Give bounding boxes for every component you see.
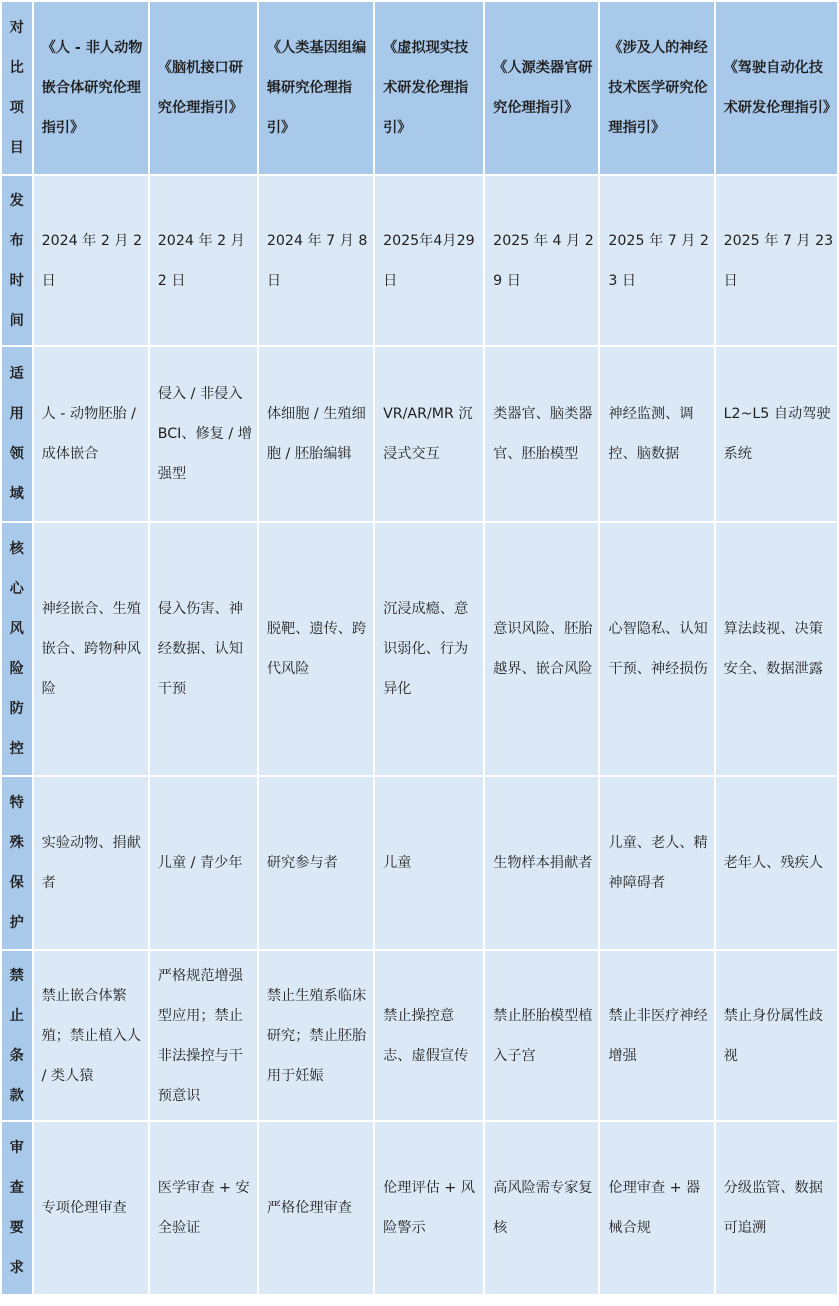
- table-cell: 生物样本捐献者: [485, 777, 598, 949]
- table-cell: 专项伦理审查: [34, 1122, 148, 1294]
- row-label: 发布时间: [2, 176, 32, 345]
- table-cell: L2~L5 自动驾驶系统: [716, 347, 837, 521]
- table-cell: 禁止非医疗神经增强: [600, 951, 713, 1120]
- table-cell: 侵入 / 非侵入 BCI、修复 / 增强型: [150, 347, 257, 521]
- table-cell: 老年人、残疾人: [716, 777, 837, 949]
- table-cell: 高风险需专家复核: [485, 1122, 598, 1294]
- table-cell: 类器官、脑类器官、胚胎模型: [485, 347, 598, 521]
- column-header: 《人源类器官研究伦理指引》: [485, 2, 598, 174]
- table-cell: 分级监管、数据可追溯: [716, 1122, 837, 1294]
- table-cell: 研究参与者: [259, 777, 373, 949]
- table-cell: 严格规范增强型应用；禁止非法操控与干预意识: [150, 951, 257, 1120]
- table-cell: 禁止身份属性歧视: [716, 951, 837, 1120]
- table-row: [2, 523, 837, 775]
- column-header: 《虚拟现实技术研发伦理指引》: [375, 2, 483, 174]
- column-header: 《驾驶自动化技术研发伦理指引》: [716, 2, 837, 174]
- table-row: [2, 777, 837, 949]
- row-label: 特殊保护: [2, 777, 32, 949]
- table-cell: 禁止嵌合体繁殖；禁止植入人 / 类人猿: [34, 951, 148, 1120]
- table-row: [2, 1122, 837, 1294]
- table-row: [2, 951, 837, 1120]
- table-cell: 儿童 / 青少年: [150, 777, 257, 949]
- column-header: 《人类基因组编辑研究伦理指引》: [259, 2, 373, 174]
- table-cell: 2025 年 7 月 23 日: [716, 176, 837, 345]
- table-cell: 儿童、老人、精神障碍者: [600, 777, 713, 949]
- table-cell: 2024 年 2 月 2 日: [150, 176, 257, 345]
- table-row: [2, 176, 837, 345]
- row-label: 审查要求: [2, 1122, 32, 1294]
- table-cell: 沉浸成瘾、意识弱化、行为异化: [375, 523, 483, 775]
- table-cell: 2024 年 2 月 2 日: [34, 176, 148, 345]
- table-cell: VR/AR/MR 沉浸式交互: [375, 347, 483, 521]
- table-cell: 禁止胚胎模型植入子宫: [485, 951, 598, 1120]
- table-cell: 2024 年 7 月 8 日: [259, 176, 373, 345]
- table-cell: 2025 年 4 月 29 日: [485, 176, 598, 345]
- table-cell: 2025年4月29日: [375, 176, 483, 345]
- table-cell: 2025 年 7 月 23 日: [600, 176, 713, 345]
- row-label: 核心风险防控: [2, 523, 32, 775]
- table-cell: 体细胞 / 生殖细胞 / 胚胎编辑: [259, 347, 373, 521]
- row-label: 禁止条款: [2, 951, 32, 1120]
- table-cell: 脱靶、遗传、跨代风险: [259, 523, 373, 775]
- table-cell: 神经嵌合、生殖嵌合、跨物种风险: [34, 523, 148, 775]
- column-header: 《涉及人的神经技术医学研究伦理指引》: [600, 2, 713, 174]
- table-cell: 医学审查 + 安全验证: [150, 1122, 257, 1294]
- table-cell: 意识风险、胚胎越界、嵌合风险: [485, 523, 598, 775]
- table-cell: 算法歧视、决策安全、数据泄露: [716, 523, 837, 775]
- table-cell: 神经监测、调控、脑数据: [600, 347, 713, 521]
- table-cell: 伦理审查 + 器械合规: [600, 1122, 713, 1294]
- corner-header: [2, 2, 32, 174]
- table-cell: 严格伦理审查: [259, 1122, 373, 1294]
- table-cell: 禁止生殖系临床研究；禁止胚胎用于妊娠: [259, 951, 373, 1120]
- table-cell: 心智隐私、认知干预、神经损伤: [600, 523, 713, 775]
- row-label: 适用领域: [2, 347, 32, 521]
- corner-label: 对比项目: [9, 20, 24, 156]
- table-cell: 伦理评估 + 风险警示: [375, 1122, 483, 1294]
- table-row: [2, 347, 837, 521]
- header-row: [2, 2, 837, 174]
- table-cell: 侵入伤害、神经数据、认知干预: [150, 523, 257, 775]
- column-header: 《人 - 非人动物嵌合体研究伦理指引》: [34, 2, 148, 174]
- table-cell: 人 - 动物胚胎 / 成体嵌合: [34, 347, 148, 521]
- table-cell: 禁止操控意志、虚假宣传: [375, 951, 483, 1120]
- table-cell: 儿童: [375, 777, 483, 949]
- table-cell: 实验动物、捐献者: [34, 777, 148, 949]
- column-header: 《脑机接口研究伦理指引》: [150, 2, 257, 174]
